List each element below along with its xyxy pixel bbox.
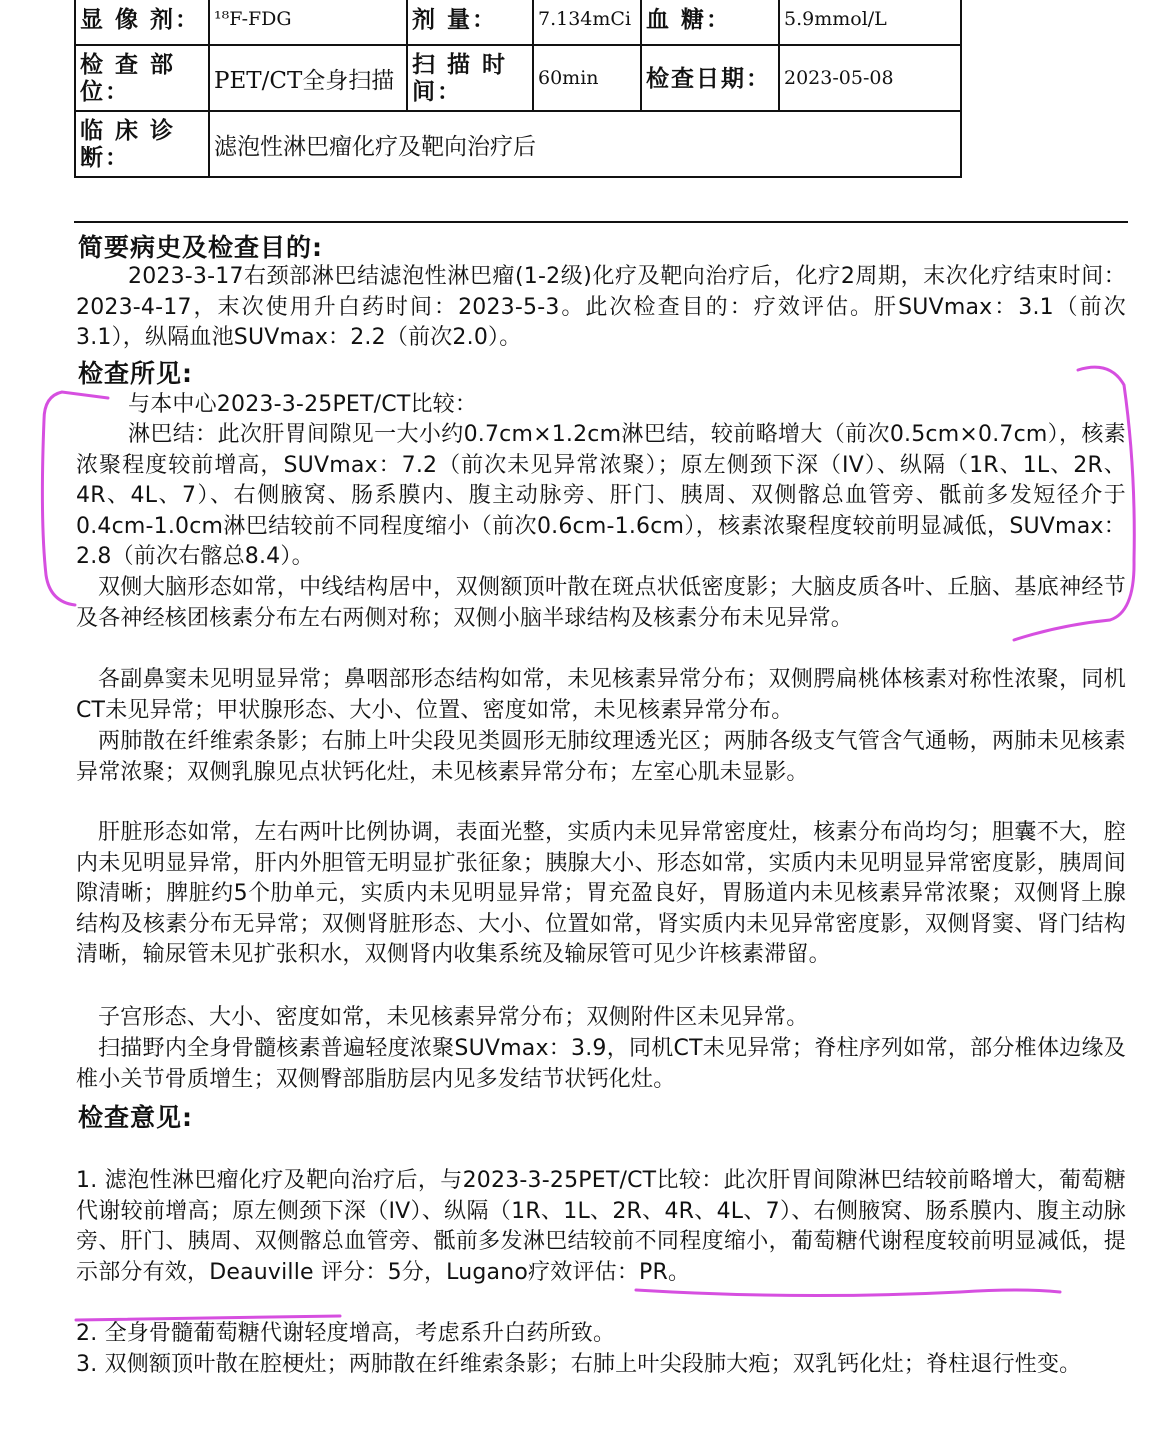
findings-lung: 两肺散在纤维索条影；右肺上叶尖段见类圆形无肺纹理透光区；两肺各级支气管含气通畅，两肺未见核素异常浓聚；双侧乳腺见点状钙化灶，未见核素异常分布；左室心肌未显影。 (76, 729, 1126, 785)
findings-uterus: 子宫形态、大小、密度如常，未见核素异常分布；双侧附件区未见异常。 (98, 1005, 809, 1030)
section-divider (74, 221, 1128, 223)
site-value: PET/CT全身扫描 (209, 45, 407, 111)
date-value: 2023-05-08 (779, 45, 961, 111)
glucose-label: 血 糖： (641, 0, 779, 45)
scan-time-value: 60min (533, 45, 641, 111)
history-title: 简要病史及检查目的: (78, 233, 323, 262)
findings-brain: 双侧大脑形态如常，中线结构居中，双侧额顶叶散在斑点状低密度影；大脑皮质各叶、丘脑、基底神经节及各神经核团核素分布左右两侧对称；双侧小脑半球结构及核素分布未见异常。 (76, 575, 1126, 631)
findings-title: 检查所见: (78, 359, 193, 388)
findings-compare: 与本中心2023-3-25PET/CT比较： (128, 392, 478, 417)
exam-info-table (74, 0, 962, 178)
impression-title: 检查意见: (78, 1103, 193, 1132)
glucose-value: 5.9mmol/L (779, 0, 961, 45)
history-text: 2023-3-17右颈部淋巴结滤泡性淋巴瘤(1-2级)化疗及靶向治疗后，化疗2周期，末次化疗结束时间：2023-4-17，末次使用升白药时间：2023-5-3。此次检查目的：疗效评估。肝SUVmax：3.1（前次3.1），纵隔血池SUVmax：2.2（前次2.0）。 (76, 264, 1126, 350)
impression-item-3: 3. 双侧额顶叶散在腔梗灶；两肺散在纤维索条影；右肺上叶尖段肺大疱；双乳钙化灶；脊柱退行性变。 (76, 1352, 1082, 1377)
findings-head: 各副鼻窦未见明显异常；鼻咽部形态结构如常，未见核素异常分布；双侧腭扁桃体核素对称性浓聚，同机CT未见异常；甲状腺形态、大小、位置、密度如常，未见核素异常分布。 (76, 667, 1126, 723)
diagnosis-label: 临 床 诊断： (75, 111, 209, 177)
impression-item-1: 1. 滤泡性淋巴瘤化疗及靶向治疗后，与2023-3-25PET/CT比较：此次肝胃间隙淋巴结较前略增大，葡萄糖代谢较前增高；原左侧颈下深（IV）、纵隔（1R、1L、2R、4R、4L、7）、右侧腋窝、肠系膜内、腹主动脉旁、肝门、胰周、双侧髂总血管旁、骶前多发淋巴结较前不同程度缩小，葡萄糖代谢程度较前明显减低，提示部分有效，Deauville 评分：5分，Lugano疗效评估：PR。 (76, 1168, 1126, 1285)
diagnosis-value: 滤泡性淋巴瘤化疗及靶向治疗后 (209, 111, 961, 177)
agent-label: 显 像 剂： (75, 0, 209, 45)
impression-item-2: 2. 全身骨髓葡萄糖代谢轻度增高，考虑系升白药所致。 (76, 1321, 616, 1346)
date-label: 检查日期： (641, 45, 779, 111)
findings-bone: 扫描野内全身骨髓核素普遍轻度浓聚SUVmax：3.9，同机CT未见异常；脊柱序列如常，部分椎体边缘及椎小关节骨质增生；双侧臀部脂肪层内见多发结节状钙化灶。 (76, 1036, 1126, 1092)
handwritten-underline-annotation (636, 1290, 1060, 1296)
scan-time-label: 扫 描 时间： (407, 45, 533, 111)
findings-abdomen: 肝脏形态如常，左右两叶比例协调，表面光整，实质内未见异常密度灶，核素分布尚均匀；胆囊不大，腔内未见明显异常，肝内外胆管无明显扩张征象；胰腺大小、形态如常，实质内未见明显异常密度影，胰周间隙清晰；脾脏约5个肋单元，实质内未见明显异常；胃充盈良好，胃肠道内未见核素异常浓聚；双侧肾上腺结构及核素分布无异常；双侧肾脏形态、大小、位置如常，肾实质内未见异常密度影，双侧肾窦、肾门结构清晰，输尿管未见扩张积水，双侧肾内收集系统及输尿管可见少许核素滞留。 (76, 820, 1126, 967)
dose-value: 7.134mCi (533, 0, 641, 45)
findings-lymph: 淋巴结：此次肝胃间隙见一大小约0.7cm×1.2cm淋巴结，较前略增大（前次0.5cm×0.7cm），核素浓聚程度较前增高，SUVmax：7.2（前次未见异常浓聚）；原左侧颈下深（IV）、纵隔（1R、1L、2R、4R、4L、7）、右侧腋窝、肠系膜内、腹主动脉旁、肝门、胰周、双侧髂总血管旁、骶前多发短径介于0.4cm-1.0cm淋巴结较前不同程度缩小（前次0.6cm-1.6cm），核素浓聚程度较前明显减低，SUVmax：2.8（前次右髂总8.4）。 (76, 422, 1126, 569)
agent-value: ¹⁸F-FDG (209, 0, 407, 45)
site-label: 检 查 部位： (75, 45, 209, 111)
dose-label: 剂 量： (407, 0, 533, 45)
